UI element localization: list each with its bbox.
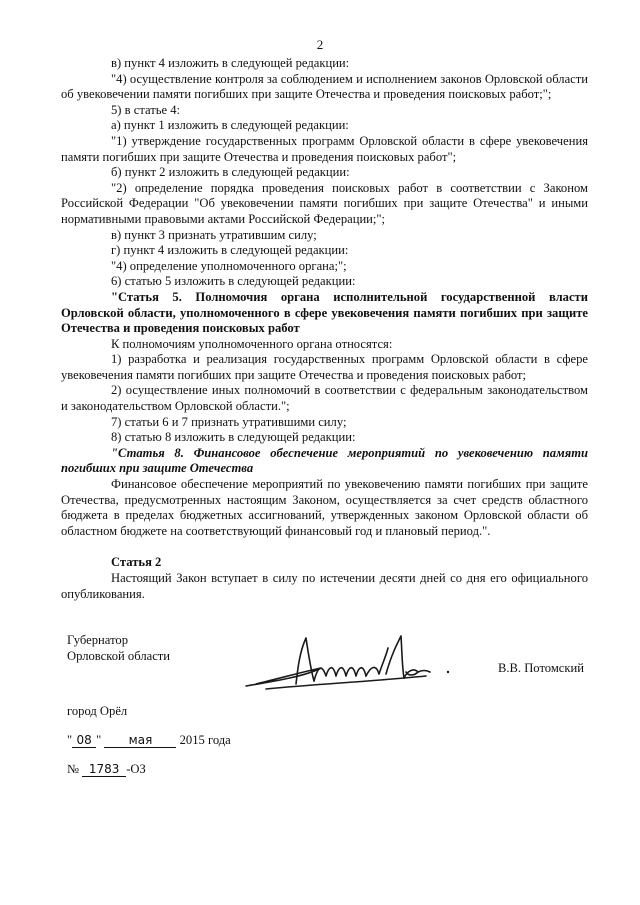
date-day: 08 [72,734,96,748]
signer-title-line: Орловской области [67,649,171,663]
paragraph: "4) определение уполномоченного органа;"; [111,258,347,273]
law-number-prefix: № [67,762,80,776]
paragraph: "4) осуществление контроля за соблюдением и исполнением законов Орловской области об увековечении памяти погибших при защите Отечества и проведения поисковых работ;"; [61,71,588,102]
date-quote: " [67,733,73,747]
date-quote: " [96,733,102,747]
signer-title [67,632,170,664]
paragraph: 6) статью 5 изложить в следующей редакции: [111,274,356,289]
page-number: 2 [316,37,324,52]
paragraph: 8) статью 8 изложить в следующей редакции: [111,430,356,445]
article-2-text: Настоящий Закон вступает в силу по истечении десяти дней со дня его официального опубликования. [61,571,588,601]
document-body [61,56,588,602]
article-8-heading: "Статья 8. Финансовое обеспечение мероприятий по увековечению памяти погибших при защите Отечества [61,445,588,476]
paragraph: в) пункт 3 признать утратившим силу; [111,227,317,242]
article-5-heading: "Статья 5. Полномочия органа исполнительной государственной власти Орловской области, уполномоченного в сфере увековечения памяти погибших при защите Отечества и проведения поисковых работ [61,289,588,336]
handwritten-signature [236,626,466,696]
paragraph: 7) статьи 6 и 7 признать утратившими силу; [111,414,347,429]
paragraph: 1) разработка и реализация государственных программ Орловской области в сфере увековечения памяти погибших при защите Отечества и проведения поисковых работ; [61,352,588,382]
article-2-heading: Статья 2 [111,555,162,570]
law-number [67,762,146,777]
paragraph: б) пункт 2 изложить в следующей редакции: [111,165,350,180]
paragraph: а) пункт 1 изложить в следующей редакции: [111,118,349,133]
date-year: 2015 года [179,733,231,747]
date-month: мая [104,734,176,748]
signer-title-line: Губернатор [67,633,128,647]
signer-name: В.В. Потомский [497,661,584,675]
paragraph: "1) утверждение государственных программ Орловской области в сфере увековечения памяти погибших при защите Отечества и проведения поисковых работ"; [61,133,588,164]
signature-block [61,632,588,692]
paragraph: "2) определение порядка проведения поисковых работ в соответствии с Законом Российской Федерации "Об увековечении памяти погибших при защите Отечества" и иными нормативными правовыми актами Российской Федерации;"; [61,180,588,226]
place-of-signing: город Орёл [67,704,128,718]
signing-date [67,733,231,748]
paragraph: Финансовое обеспечение мероприятий по увековечению памяти погибших при защите Отечества, предусмотренных настоящим Законом, осуществляется за счет средств областного бюджета в пределах бюджетных ассигнований, утвержденных законом Орловской области об областном бюджете на соответствующий финансовый год и плановый период.". [61,477,588,538]
paragraph: 5) в статье 4: [111,102,181,117]
law-number-value: 1783 [82,763,126,777]
law-number-suffix: -ОЗ [126,762,146,776]
paragraph: г) пункт 4 изложить в следующей редакции: [111,243,349,258]
paragraph: в) пункт 4 изложить в следующей редакции: [111,56,350,70]
paragraph: 2) осуществление иных полномочий в соответствии с федеральным законодательством и законодательством Орловской области."; [61,383,588,414]
paragraph: К полномочиям уполномоченного органа относятся: [111,336,393,351]
